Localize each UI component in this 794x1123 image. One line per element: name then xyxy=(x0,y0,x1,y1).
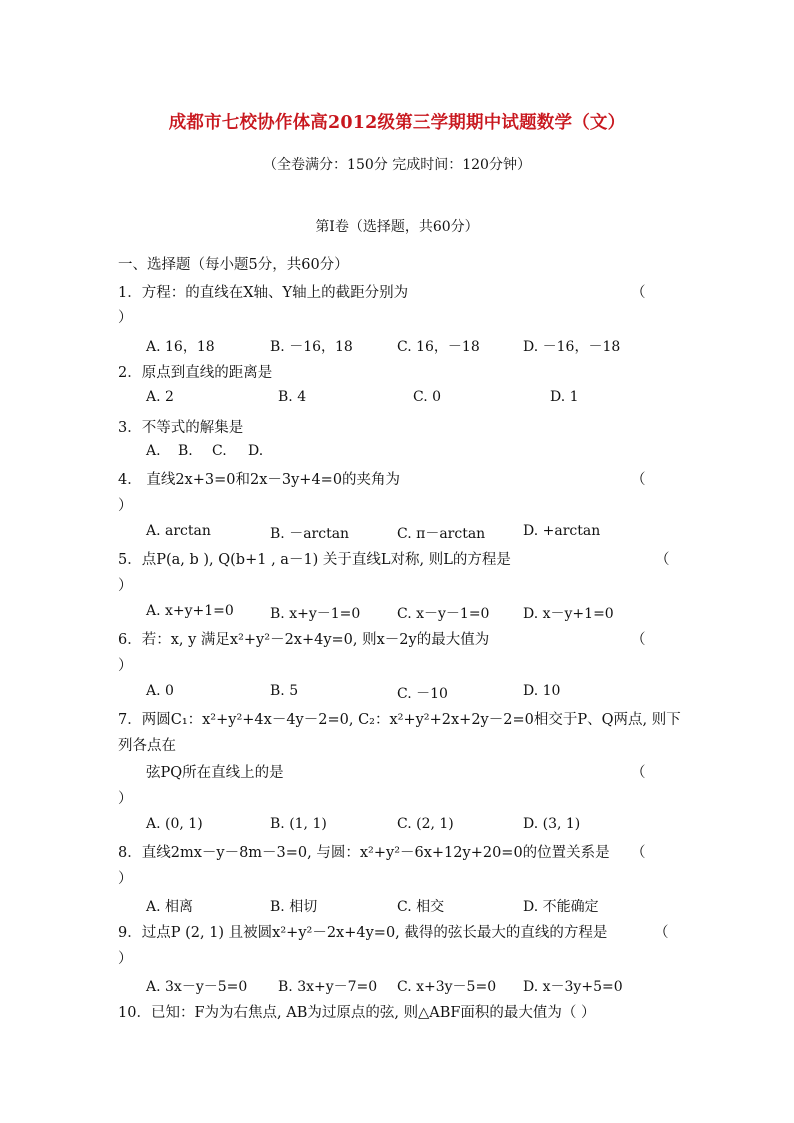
page-title: 成都市七校协作体高2012级第三学期期中试题数学（文） xyxy=(168,113,626,133)
answer-paren-close: ） xyxy=(118,578,133,594)
option-b: B. 相切 xyxy=(270,899,318,915)
option-c: C. xyxy=(212,443,227,459)
answer-paren-close: ） xyxy=(118,498,133,514)
question-7-text-cont2: 弦PQ所在直线上的是 xyxy=(146,765,284,781)
volume-heading: 第Ⅰ卷（选择题，共60分） xyxy=(315,219,479,235)
question-6-text: 6．若：x, y 满足x²+y²－2x+4y=0, 则x－2y的最大值为 xyxy=(118,632,490,648)
option-d: D. －16，－18 xyxy=(523,339,621,355)
question-8-text: 8．直线2mx－y－8m－3=0, 与圆：x²+y²－6x+12y+20=0的位置关系是 xyxy=(118,845,610,861)
option-a: A. x+y+1=0 xyxy=(146,603,234,619)
option-d: D. (3, 1) xyxy=(523,816,581,832)
answer-paren-close: ） xyxy=(118,951,133,967)
option-c: C. π－arctan xyxy=(397,526,486,542)
answer-paren-close: ） xyxy=(118,310,133,326)
option-a: A. 16，18 xyxy=(146,339,215,355)
answer-paren-close: ） xyxy=(118,871,133,887)
option-c: C. 16，－18 xyxy=(397,339,480,355)
option-c: C. x－y－1=0 xyxy=(397,606,490,622)
option-d: D. x－y+1=0 xyxy=(523,606,614,622)
option-b: B. 5 xyxy=(270,683,299,699)
option-a: A. xyxy=(146,443,161,459)
question-7-text: 7．两圆C₁：x²+y²+4x－4y－2=0, C₂：x²+y²+2x+2y－2=0相交于P、Q两点, 则下 xyxy=(118,712,681,728)
option-b: B. xyxy=(178,443,193,459)
option-d: D. 不能确定 xyxy=(523,899,599,915)
option-d: D. x－3y+5=0 xyxy=(523,979,623,995)
section-heading: 一、选择题（每小题5分，共60分） xyxy=(118,257,349,273)
option-b: B. (1, 1) xyxy=(270,816,327,832)
option-c: C. (2, 1) xyxy=(397,816,454,832)
option-b: B. －16，18 xyxy=(270,339,353,355)
answer-paren-open: （ xyxy=(631,472,646,488)
option-b: B. 3x+y－7=0 xyxy=(278,979,378,995)
answer-paren-open: （ xyxy=(631,285,646,301)
option-a: A. 2 xyxy=(146,389,174,405)
option-c: C. 相交 xyxy=(397,899,445,915)
option-a: A. 0 xyxy=(146,683,174,699)
option-a: A. (0, 1) xyxy=(146,816,203,832)
option-d: D. xyxy=(248,443,264,459)
answer-paren-open: （ xyxy=(631,632,646,648)
question-2-text: 2．原点到直线的距离是 xyxy=(118,365,273,381)
question-9-text: 9．过点P (2, 1) 且被圆x²+y²－2x+4y=0, 截得的弦长最大的直线的方程是 xyxy=(118,925,608,941)
question-5-text: 5．点P(a, b ), Q(b+1 , a－1) 关于直线L对称, 则L的方程是 xyxy=(118,552,511,568)
option-d: D. 10 xyxy=(523,683,561,699)
answer-paren-close: ） xyxy=(118,658,133,674)
question-1-text: 1．方程：的直线在X轴、Y轴上的截距分别为 xyxy=(118,285,409,301)
option-c: C. x+3y－5=0 xyxy=(397,979,497,995)
question-3-text: 3．不等式的解集是 xyxy=(118,420,244,436)
option-b: B. 4 xyxy=(278,389,307,405)
question-7-text-cont: 列各点在 xyxy=(118,738,176,754)
answer-paren-open: （ xyxy=(655,552,670,568)
option-a: A. 相离 xyxy=(146,899,194,915)
question-4-text: 4． 直线2x+3=0和2x－3y+4=0的夹角为 xyxy=(118,472,401,488)
option-c: C. 0 xyxy=(413,389,442,405)
answer-paren-open: （ xyxy=(631,845,646,861)
option-d: D. 1 xyxy=(550,389,579,405)
answer-paren-open: （ xyxy=(631,765,646,781)
option-d: D. +arctan xyxy=(523,523,601,539)
question-10-text: 10．已知：F为为右焦点, AB为过原点的弦, 则△ABF面积的最大值为（ ） xyxy=(118,1005,596,1021)
option-b: B. －arctan xyxy=(270,526,350,542)
answer-paren-open: （ xyxy=(654,925,669,941)
option-a: A. 3x－y－5=0 xyxy=(146,979,248,995)
option-b: B. x+y－1=0 xyxy=(270,606,361,622)
exam-info: （全卷满分：150分 完成时间：120分钟） xyxy=(263,157,531,173)
option-a: A. arctan xyxy=(146,523,211,539)
answer-paren-close: ） xyxy=(118,791,133,807)
option-c: C. －10 xyxy=(397,686,448,702)
